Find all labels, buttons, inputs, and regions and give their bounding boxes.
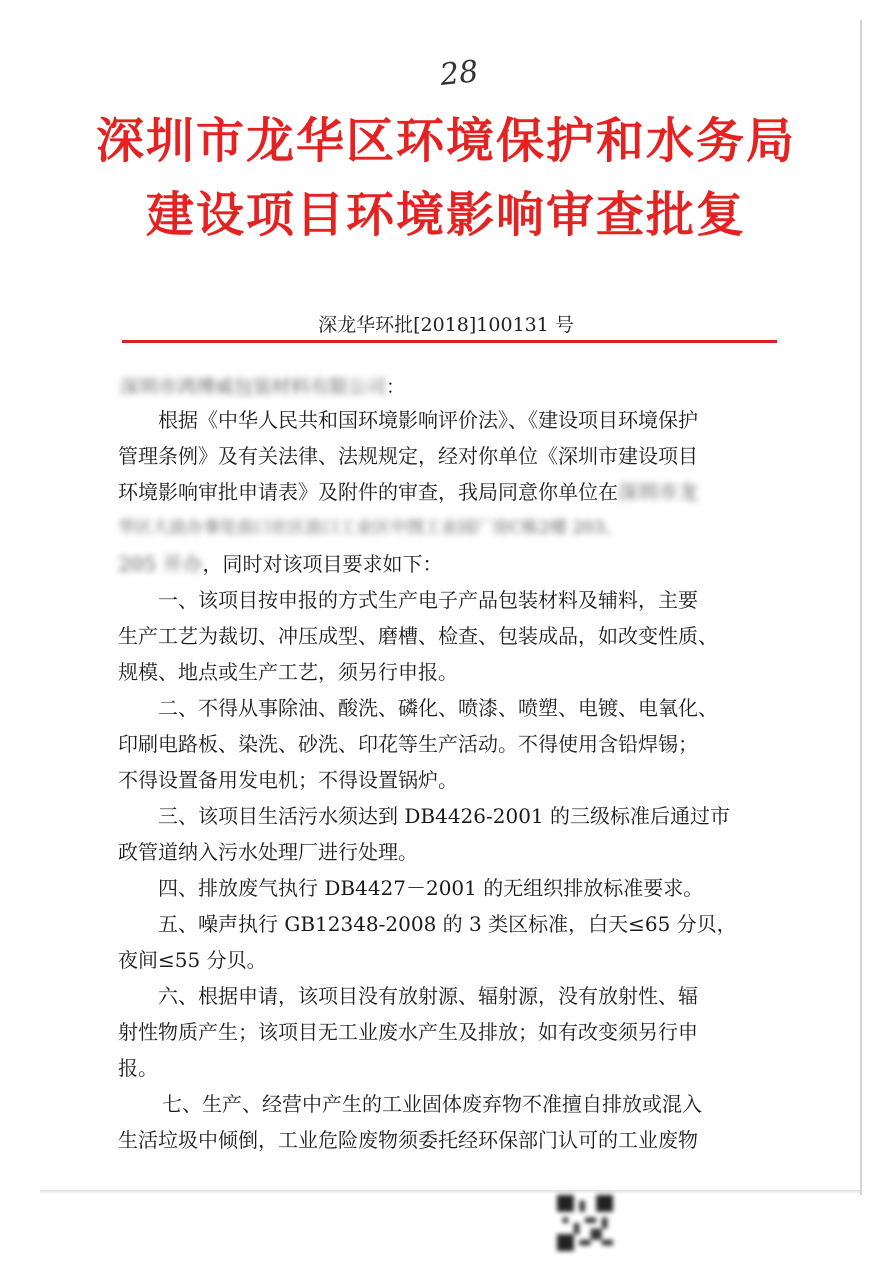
title-line-2: 建设项目环境影响审查批复 [145, 187, 746, 243]
red-divider-rule [122, 340, 777, 343]
redacted-address-part-1: 深圳市龙 [618, 480, 698, 504]
item2-line-1: 二、不得从事除油、酸洗、磷化、喷漆、喷塑、电镀、电氧化、 [158, 696, 718, 720]
item1-line-3: 规模、地点或生产工艺，须另行申报。 [118, 660, 458, 684]
intro-line-5-text: ，同时对该项目要求如下： [202, 552, 443, 576]
item3-line-1: 三、该项目生活污水须达到 DB4426-2001 的三级标准后通过市 [158, 804, 731, 828]
item2-line-3: 不得设置备用发电机；不得设置锅炉。 [118, 768, 458, 792]
handwritten-page-number: 28 [438, 54, 480, 93]
intro-line-3 [118, 474, 698, 510]
item6-line-2: 射性物质产生；该项目无工业废水产生及排放；如有改变须另行申 [118, 1020, 698, 1044]
item7-line-1: 七、生产、经营中产生的工业固体废弃物不准擅自排放或混入 [162, 1092, 702, 1116]
addressee-colon: ： [386, 376, 406, 398]
intro-line-5 [118, 546, 443, 582]
intro-line-3-text: 环境影响审批申请表》及附件的审查，我局同意你单位在 [118, 480, 618, 504]
item1-line-1: 一、该项目按申报的方式生产电子产品包装材料及辅料，主要 [158, 588, 698, 612]
item3-line-2: 政管道纳入污水处理厂进行处理。 [118, 840, 418, 864]
addressee [120, 372, 405, 399]
item6-line-1: 六、根据申请，该项目没有放射源、辐射源，没有放射性、辐 [158, 984, 698, 1008]
document-number: 深龙华环批[2018]100131 号 [318, 314, 574, 336]
item4-line-1: 四、排放废气执行 DB4427－2001 的无组织排放标准要求。 [158, 876, 704, 900]
redacted-address-part-3: 205 开办 [118, 552, 203, 576]
page-bottom-shadow [40, 1190, 860, 1194]
item2-line-2: 印刷电路板、染洗、砂洗、印花等生产活动。不得使用含铅焊锡； [118, 732, 698, 756]
redacted-address-part-2: 华区大浪办事处浪口社区浪口工业区中图工业园厂房C栋2楼 203、 [118, 518, 622, 538]
item6-line-3: 报。 [118, 1056, 158, 1080]
title-line-1: 深圳市龙华区环境保护和水务局 [95, 113, 796, 169]
item5-line-1: 五、噪声执行 GB12348-2008 的 3 类区标准，白天≤65 分贝， [158, 912, 737, 936]
qr-code-icon [557, 1195, 613, 1251]
item7-line-2: 生活垃圾中倾倒，工业危险废物须委托经环保部门认可的工业废物 [118, 1128, 698, 1152]
item5-line-2: 夜间≤55 分贝。 [118, 948, 267, 972]
redacted-company-name: 深圳市鸿博威包装材料有限公司 [120, 376, 387, 398]
item1-line-2: 生产工艺为裁切、冲压成型、磨槽、检查、包装成品，如改变性质、 [118, 624, 718, 648]
intro-line-1: 根据《中华人民共和国环境影响评价法》、《建设项目环境保护 [158, 408, 698, 432]
intro-line-2: 管理条例》及有关法律、法规规定，经对你单位《深圳市建设项目 [118, 444, 698, 468]
